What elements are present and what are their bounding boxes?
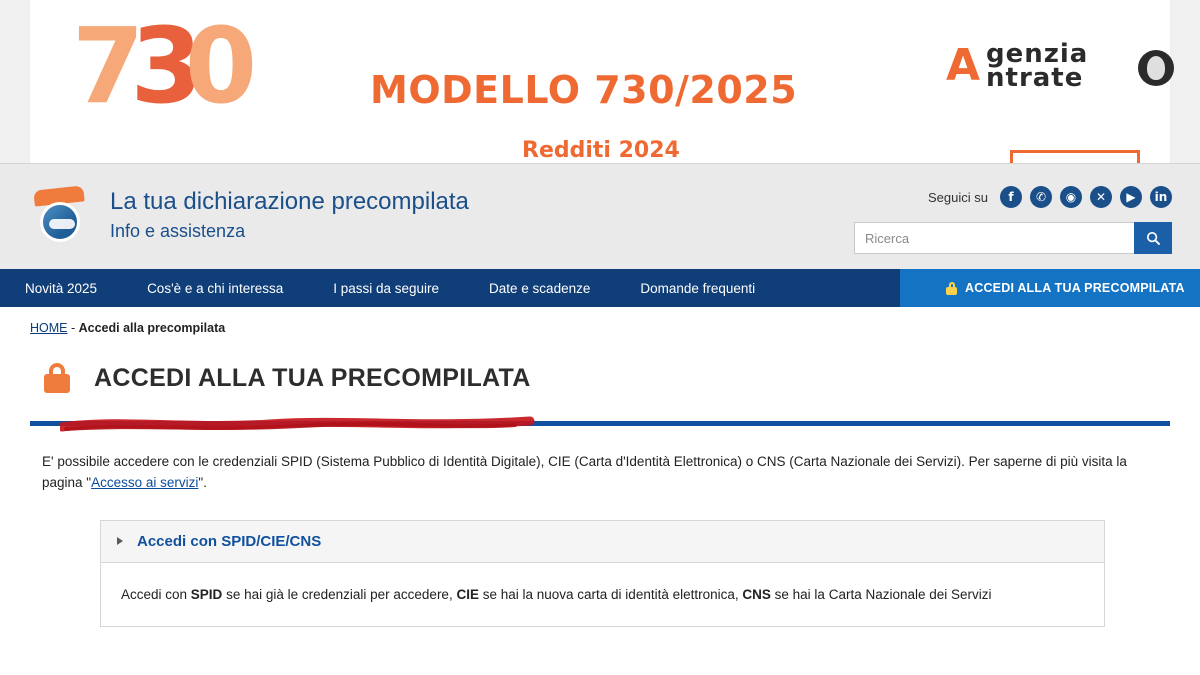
- accordion-spid-cie-cns: [100, 520, 1105, 627]
- accordion-text-p2: se hai già le credenziali per accedere,: [222, 586, 457, 602]
- search-button[interactable]: [1134, 222, 1172, 254]
- search-input[interactable]: [854, 222, 1134, 254]
- accordion-header[interactable]: [101, 521, 1104, 563]
- youtube-icon[interactable]: ▶: [1120, 186, 1142, 208]
- accordion-text-cie: CIE: [456, 586, 479, 602]
- agenzia-logo-initial: A: [946, 40, 981, 91]
- page-title-row: [0, 363, 1200, 393]
- search-box: [854, 222, 1172, 254]
- search-icon: [1146, 231, 1161, 246]
- nav-item-domande-frequenti[interactable]: Domande frequenti: [640, 280, 756, 296]
- nav-item-novita[interactable]: Novità 2025: [25, 280, 98, 296]
- intro-text-part1: E' possibile accedere con le credenziali SPID (Sistema Pubblico di Identità Digitale), CIE (Carta d'Identità Elettronica) o CNS (Carta Nazionale dei Servizi). Per saperne di più visita la pagina ": [42, 454, 1127, 490]
- x-twitter-icon[interactable]: ✕: [1090, 186, 1112, 208]
- precompilata-logo-icon: [30, 186, 88, 244]
- accordion-body: [101, 563, 1104, 626]
- lock-icon-large: [44, 363, 70, 393]
- lock-icon: [946, 282, 957, 295]
- instagram-icon[interactable]: ◉: [1060, 186, 1082, 208]
- accesso-ai-servizi-link[interactable]: Accesso ai servizi: [91, 474, 199, 490]
- breadcrumb-separator: -: [67, 321, 79, 335]
- accordion-text-p3: se hai la nuova carta di identità elettronica,: [478, 586, 743, 602]
- banner-right-gutter: [1170, 0, 1200, 163]
- linkedin-icon[interactable]: in: [1150, 186, 1172, 208]
- banner-title: MODELLO 730/2025: [370, 68, 798, 112]
- breadcrumb-current: Accedi alla precompilata: [78, 321, 226, 335]
- republic-emblem-icon: [1138, 50, 1174, 86]
- accedi-precompilata-button[interactable]: [900, 269, 1200, 307]
- logo-730: 730: [72, 5, 250, 127]
- banner-subtitle: Redditi 2024: [522, 138, 680, 163]
- breadcrumb-home-link[interactable]: HOME: [30, 321, 68, 335]
- intro-paragraph: [42, 452, 1147, 494]
- accedi-precompilata-label: ACCEDI ALLA TUA PRECOMPILATA: [965, 281, 1185, 295]
- accordion-title: Accedi con SPID/CIE/CNS: [137, 532, 322, 550]
- page-title: ACCEDI ALLA TUA PRECOMPILATA: [94, 363, 531, 392]
- top-banner: [0, 0, 1200, 163]
- logo-head-shape: [40, 202, 80, 242]
- accordion-text-p1: Accedi con: [121, 586, 191, 602]
- header-title: La tua dichiarazione precompilata: [110, 188, 469, 215]
- agenzia-logo-word2: ntrate: [986, 63, 1084, 93]
- social-label: Seguici su: [928, 189, 988, 205]
- intro-text-part2: ".: [198, 474, 207, 490]
- breadcrumb: [0, 307, 1200, 335]
- nav-item-i-passi-da-seguire[interactable]: I passi da seguire: [333, 280, 440, 296]
- site-header: [0, 163, 1200, 269]
- header-subtitle: Info e assistenza: [110, 221, 246, 241]
- social-links: [928, 186, 1172, 208]
- nav-item-date-e-scadenze[interactable]: Date e scadenze: [489, 280, 591, 296]
- accordion-text-p4: se hai la Carta Nazionale dei Servizi: [770, 586, 992, 602]
- accordion-text-cns: CNS: [742, 586, 771, 602]
- nav-item-cose-e-a-chi-interessa[interactable]: Cos'è e a chi interessa: [147, 280, 284, 296]
- agenzia-entrate-logo: [946, 39, 1172, 98]
- whatsapp-icon[interactable]: ✆: [1030, 186, 1052, 208]
- banner-left-gutter: [0, 0, 30, 163]
- red-highlight-annotation: [60, 415, 550, 433]
- main-nav: [0, 269, 1200, 307]
- facebook-icon[interactable]: f: [1000, 186, 1022, 208]
- accordion-text-spid: SPID: [190, 586, 223, 602]
- agenzia-logo-word1: genzia: [986, 39, 1089, 69]
- chevron-right-icon: [117, 537, 123, 545]
